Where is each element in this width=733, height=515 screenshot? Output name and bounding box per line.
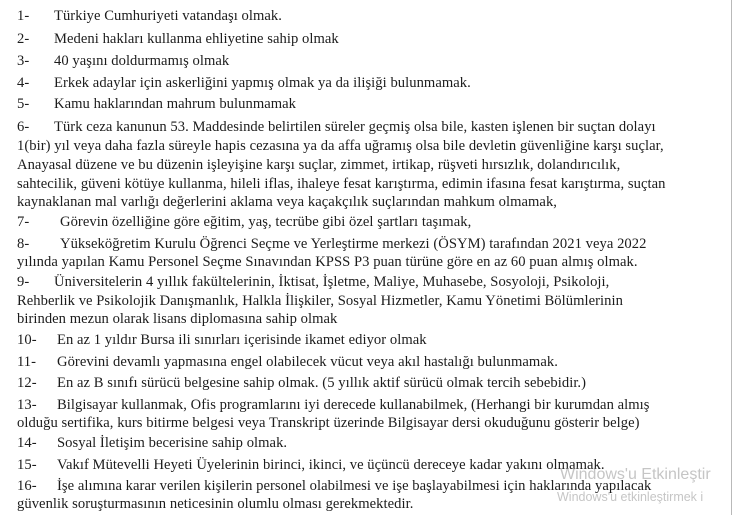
item-text: Türk ceza kanunun 53. Maddesinde belirtilen süreler geçmiş olsa bile, kasten işlenen bir suçtan dolayı — [54, 119, 656, 135]
item-number: 9- — [17, 274, 30, 290]
item-text-continued: güvenlik soruşturmasının neticesinin olumlu olması gerekmektedir. — [17, 496, 414, 512]
item-number: 14- — [17, 435, 37, 451]
item-text: Görevini devamlı yapmasına engel olabilecek vücut veya akıl hastalığı bulunmamak. — [57, 354, 558, 370]
item-text-continued: Rehberlik ve Psikolojik Danışmanlık, Halkla İlişkiler, Sosyal Hizmetler, Kamu Yönetimi Bölümlerinin — [17, 293, 623, 309]
item-number: 8- — [17, 236, 30, 252]
item-number: 7- — [17, 214, 30, 230]
item-text: Erkek adaylar için askerliğini yapmış olmak ya da ilişiği bulunmamak. — [54, 75, 471, 91]
item-number: 5- — [17, 96, 30, 112]
item-text: 40 yaşını doldurmamış olmak — [54, 53, 230, 69]
item-text-continued: sahtecilik, güveni kötüye kullanma, hileli iflas, ihaleye fesat karıştırma, edimin ifasına fesat karıştırma, suçtan — [17, 176, 666, 192]
item-text: Medeni hakları kullanma ehliyetine sahip olmak — [54, 31, 339, 47]
item-number: 6- — [17, 119, 30, 135]
item-text-continued: birinden mezun olarak lisans diplomasına sahip olmak — [17, 311, 338, 327]
item-text: Bilgisayar kullanmak, Ofis programlarını iyi derecede kullanabilmek, (Herhangi bir kurumdan almış — [57, 397, 650, 413]
item-text-continued: olduğu sertifika, kurs bitirme belgesi veya Transkript üzerinde Bilgisayar dersi okuduğunu gösterir belge) — [17, 415, 640, 431]
item-text: İşe alımına karar verilen kişilerin personel olabilmesi ve işe başlayabilmesi için haklarında yapılacak — [57, 478, 652, 494]
item-text-continued: Anayasal düzene ve bu düzenin işleyişine karşı suçlar, zimmet, irtikap, rüşveti hırsızlık, dolandırıcılık, — [17, 157, 621, 173]
item-text-continued: yılında yapılan Kamu Personel Seçme Sınavından KPSS P3 puan türüne göre en az 60 puan almış olmak. — [17, 254, 638, 270]
item-number: 16- — [17, 478, 37, 494]
item-number: 11- — [17, 354, 37, 370]
item-text: Sosyal İletişim becerisine sahip olmak. — [57, 435, 288, 451]
item-text: En az B sınıfı sürücü belgesine sahip olmak. (5 yıllık aktif sürücü olmak tercih sebebidir.) — [57, 375, 587, 391]
item-text: Görevin özelliğine göre eğitim, yaş, tecrübe gibi özel şartları taşımak, — [60, 214, 472, 230]
item-number: 10- — [17, 332, 37, 348]
item-text: Türkiye Cumhuriyeti vatandaşı olmak. — [54, 8, 282, 24]
activation-watermark-subtitle: Windows'u etkinleştirmek i — [557, 490, 704, 504]
item-number: 13- — [17, 397, 37, 413]
item-number: 1- — [17, 8, 30, 24]
item-text-continued: 1(bir) yıl veya daha fazla süreyle hapis cezasına ya da affa uğramış olsa bile devletin güvenliğine karşı suçlar, — [17, 138, 664, 154]
item-text: Yükseköğretim Kurulu Öğrenci Seçme ve Yerleştirme merkezi (ÖSYM) tarafından 2021 veya 2022 — [60, 236, 647, 252]
item-text-continued: kaynaklanan mal varlığı değerlerini aklama veya kaçakçılık suçlarından mahkum olmamak, — [17, 194, 558, 210]
item-number: 3- — [17, 53, 30, 69]
item-text: Vakıf Mütevelli Heyeti Üyelerinin birinci, ikinci, ve üçüncü dereceye kadar yakını olmamak. — [57, 457, 605, 473]
page-edge-divider — [731, 0, 732, 515]
item-number: 4- — [17, 75, 30, 91]
item-number: 2- — [17, 31, 30, 47]
item-number: 12- — [17, 375, 37, 391]
item-text: Kamu haklarından mahrum bulunmamak — [54, 96, 297, 112]
activation-watermark-title: Windows'u Etkinleştir — [560, 466, 711, 483]
item-text: Üniversitelerin 4 yıllık fakültelerinin, İktisat, İşletme, Maliye, Muhasebe, Sosyoloji, Psikoloji, — [54, 274, 610, 290]
item-text: En az 1 yıldır Bursa ili sınırları içerisinde ikamet ediyor olmak — [57, 332, 427, 348]
item-number: 15- — [17, 457, 37, 473]
